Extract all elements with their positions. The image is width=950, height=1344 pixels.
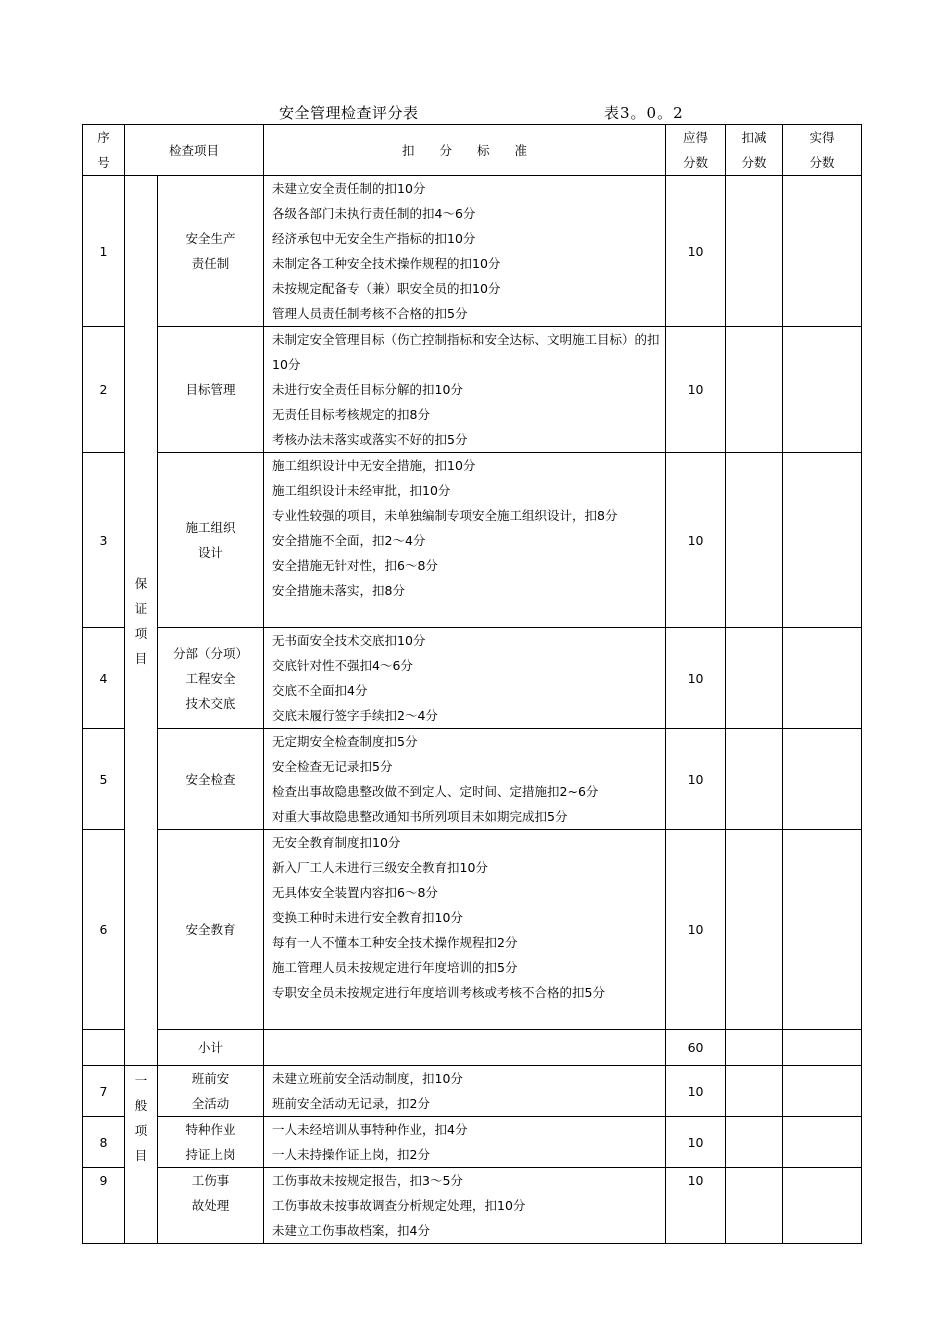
item-cell: 工伤事 故处理	[158, 1168, 264, 1244]
table-number: 表3。0。2	[604, 104, 684, 122]
subtotal-row	[83, 1030, 862, 1066]
table-row	[83, 176, 862, 327]
item-cell: 班前安 全活动	[158, 1066, 264, 1117]
actual-score-cell[interactable]	[783, 1168, 862, 1244]
deduct-score-cell[interactable]	[726, 1117, 783, 1168]
deduct-score-cell[interactable]	[726, 830, 783, 1030]
item-cell: 安全生产 责任制	[158, 176, 264, 327]
should-score-cell: 10	[666, 830, 726, 1030]
criteria-cell: 施工组织设计中无安全措施，扣10分 施工组织设计未经审批，扣10分 专业性较强的项目，未单独编制专项安全施工组织设计，扣8分 安全措施不全面，扣2～4分 安全措施无针对性，扣6～8分 安全措施未落实，扣8分	[264, 453, 666, 628]
seq-cell: 4	[83, 628, 125, 729]
actual-score-cell[interactable]	[783, 453, 862, 628]
category-general: 一 般 项 目	[125, 1066, 158, 1244]
criteria-cell: 未制定安全管理目标（伤亡控制指标和安全达标、文明施工目标）的扣10分 未进行安全责任目标分解的扣10分 无责任目标考核规定的扣8分 考核办法未落实或落实不好的扣5分	[264, 327, 666, 453]
header-should-score: 应得 分数	[666, 125, 726, 176]
criteria-cell	[264, 1030, 666, 1066]
seq-cell: 3	[83, 453, 125, 628]
seq-cell: 6	[83, 830, 125, 1030]
criteria-cell: 无书面安全技术交底扣10分 交底针对性不强扣4～6分 交底不全面扣4分 交底未履行签字手续扣2～4分	[264, 628, 666, 729]
should-score-cell: 10	[666, 327, 726, 453]
seq-cell: 2	[83, 327, 125, 453]
criteria-cell: 工伤事故未按规定报告，扣3～5分 工伤事故未按事故调查分析规定处理，扣10分 未建立工伤事故档案，扣4分	[264, 1168, 666, 1244]
item-cell: 施工组织 设计	[158, 453, 264, 628]
header-seq: 序 号	[83, 125, 125, 176]
item-cell: 安全检查	[158, 729, 264, 830]
table-row	[83, 453, 862, 628]
should-score-cell: 10	[666, 1066, 726, 1117]
table-row	[83, 1117, 862, 1168]
should-score-cell: 10	[666, 453, 726, 628]
should-score-cell: 10	[666, 729, 726, 830]
table-row	[83, 628, 862, 729]
item-cell: 安全教育	[158, 830, 264, 1030]
header-criteria: 扣 分 标 准	[264, 125, 666, 176]
actual-score-cell[interactable]	[783, 830, 862, 1030]
deduct-score-cell[interactable]	[726, 1030, 783, 1066]
actual-score-cell[interactable]	[783, 729, 862, 830]
actual-score-cell[interactable]	[783, 1117, 862, 1168]
page-title: 安全管理检查评分表	[279, 104, 419, 122]
seq-cell: 5	[83, 729, 125, 830]
table-row	[83, 1066, 862, 1117]
criteria-cell: 未建立安全责任制的扣10分 各级各部门未执行责任制的扣4～6分 经济承包中无安全生产指标的扣10分 未制定各工种安全技术操作规程的扣10分 未按规定配备专（兼）职安全员的扣10分 管理人员责任制考核不合格的扣5分	[264, 176, 666, 327]
actual-score-cell[interactable]	[783, 1066, 862, 1117]
should-score-cell: 10	[666, 1168, 726, 1244]
deduct-score-cell[interactable]	[726, 1066, 783, 1117]
actual-score-cell[interactable]	[783, 327, 862, 453]
should-score-cell: 10	[666, 176, 726, 327]
table-row	[83, 830, 862, 1030]
score-table	[82, 124, 862, 1244]
deduct-score-cell[interactable]	[726, 453, 783, 628]
item-cell: 目标管理	[158, 327, 264, 453]
item-cell: 分部（分项） 工程安全 技术交底	[158, 628, 264, 729]
should-score-cell: 10	[666, 1117, 726, 1168]
criteria-cell: 无安全教育制度扣10分 新入厂工人未进行三级安全教育扣10分 无具体安全装置内容扣6～8分 变换工种时未进行安全教育扣10分 每有一人不懂本工种安全技术操作规程扣2分 施工管理人员未按规定进行年度培训的扣5分 专职安全员未按规定进行年度培训考核或考核不合格的扣5分	[264, 830, 666, 1030]
deduct-score-cell[interactable]	[726, 327, 783, 453]
deduct-score-cell[interactable]	[726, 729, 783, 830]
seq-cell	[83, 1030, 125, 1066]
category-guarantee: 保 证 项 目	[125, 176, 158, 1066]
seq-cell: 8	[83, 1117, 125, 1168]
table-row	[83, 327, 862, 453]
deduct-score-cell[interactable]	[726, 176, 783, 327]
subtotal-points: 60	[666, 1030, 726, 1066]
item-cell: 特种作业 持证上岗	[158, 1117, 264, 1168]
table-row	[83, 1168, 862, 1244]
deduct-score-cell[interactable]	[726, 628, 783, 729]
actual-score-cell[interactable]	[783, 176, 862, 327]
actual-score-cell[interactable]	[783, 1030, 862, 1066]
seq-cell: 7	[83, 1066, 125, 1117]
subtotal-label: 小计	[158, 1030, 264, 1066]
header-deduct-score: 扣减 分数	[726, 125, 783, 176]
deduct-score-cell[interactable]	[726, 1168, 783, 1244]
seq-cell: 9	[83, 1168, 125, 1244]
header-item: 检查项目	[125, 125, 264, 176]
should-score-cell: 10	[666, 628, 726, 729]
table-row	[83, 729, 862, 830]
criteria-cell: 一人未经培训从事特种作业，扣4分 一人未持操作证上岗，扣2分	[264, 1117, 666, 1168]
criteria-cell: 未建立班前安全活动制度，扣10分 班前安全活动无记录，扣2分	[264, 1066, 666, 1117]
seq-cell: 1	[83, 176, 125, 327]
header-actual-score: 实得 分数	[783, 125, 862, 176]
criteria-cell: 无定期安全检查制度扣5分 安全检查无记录扣5分 检查出事故隐患整改做不到定人、定时间、定措施扣2~6分 对重大事故隐患整改通知书所列项目未如期完成扣5分	[264, 729, 666, 830]
actual-score-cell[interactable]	[783, 628, 862, 729]
